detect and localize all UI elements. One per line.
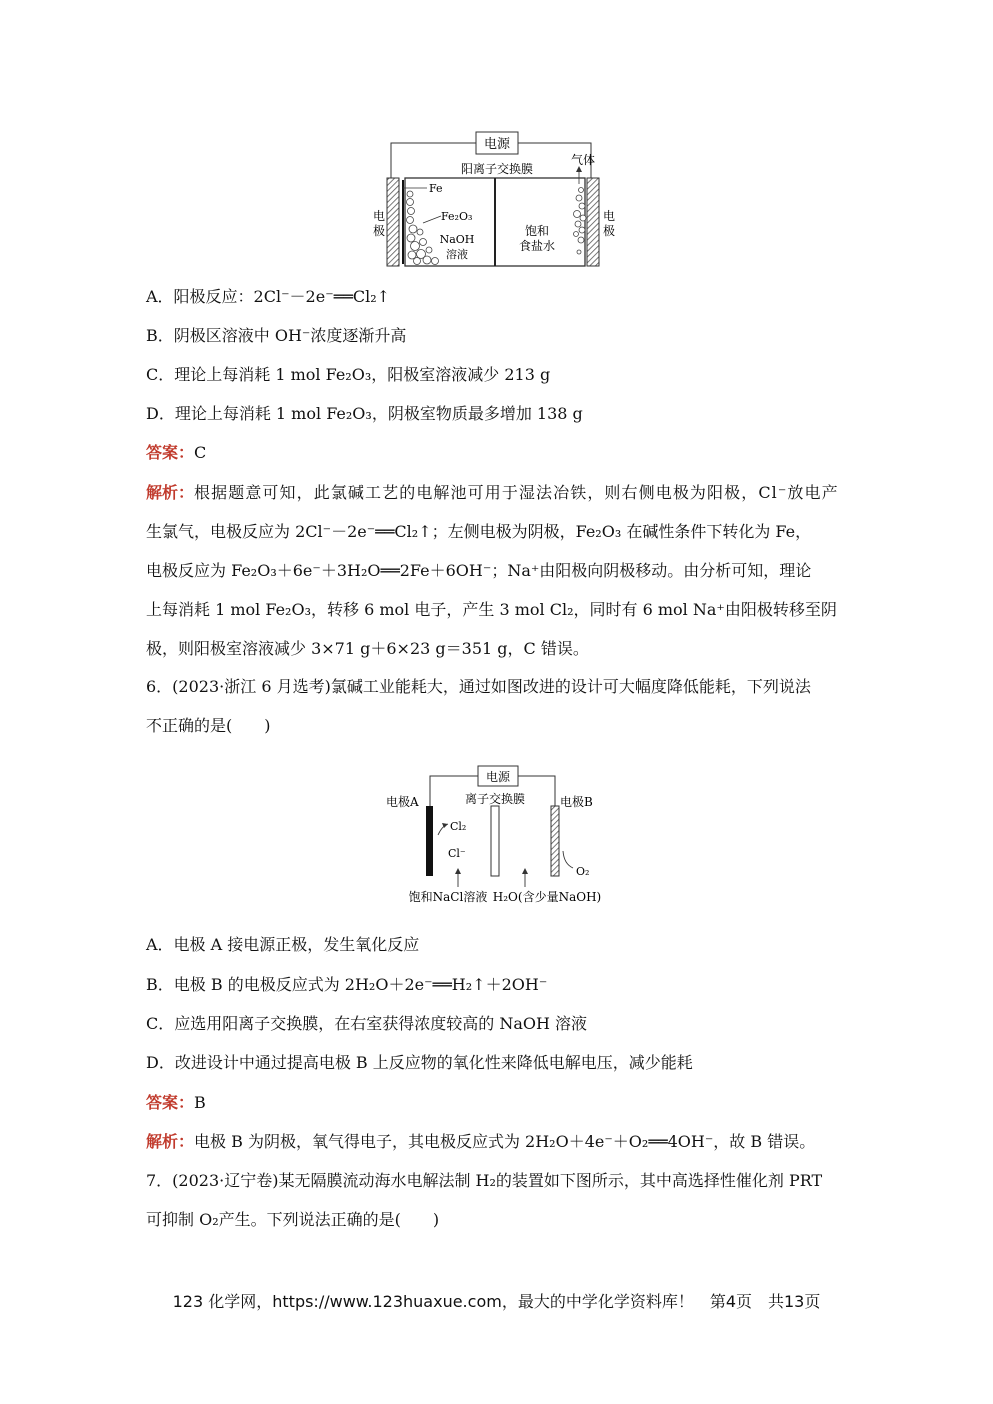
q5-answer-value: C	[194, 443, 207, 462]
fe2o3-label: Fe₂O₃	[441, 210, 473, 223]
brine-label-2: 食盐水	[518, 239, 556, 253]
q6-answer	[146, 1093, 206, 1113]
left-inflow-label: 饱和NaCl溶液	[408, 890, 488, 904]
electrode-b-label: 电极B	[560, 795, 593, 809]
electrode-b	[551, 806, 559, 876]
q5-option-d: D．理论上每消耗 1 mol Fe₂O₃，阴极室物质最多增加 138 g	[146, 404, 583, 423]
ion-membrane	[491, 806, 499, 876]
naoh-label: NaOH	[439, 233, 475, 246]
q6-option-a: A．电极 A 接电源正极，发生氧化反应	[146, 935, 420, 954]
q7-stem-2: 可抑制 O₂产生。下列说法正确的是( )	[146, 1210, 440, 1229]
right-inflow-label: H₂O(含少量NaOH)	[492, 890, 602, 904]
q5-option-c: C．理论上每消耗 1 mol Fe₂O₃，阳极室溶液减少 213 g	[146, 365, 551, 384]
naoh-label-2: 溶液	[446, 248, 468, 261]
q6-stem-1: 6．(2023·浙江 6 月选考)氯碱工业能耗大，通过如图改进的设计可大幅度降低能耗，下列说法	[146, 677, 811, 696]
figure-2-chloralkali-cell	[380, 760, 615, 910]
right-electrode-label-1: 电	[602, 209, 616, 223]
q5-explanation-2: 生氯气，电极反应为 2Cl⁻－2e⁻══Cl₂↑；左侧电极为阴极，Fe₂O₃ 在碱性条件下转化为 Fe，	[146, 522, 812, 541]
q5-explanation-4: 上每消耗 1 mol Fe₂O₃，转移 6 mol 电子，产生 3 mol Cl₂，同时有 6 mol Na⁺由阳极转移至阴	[146, 600, 837, 619]
q5-explanation-1	[146, 483, 839, 503]
electrode-a-label: 电极A	[386, 795, 419, 809]
q5-exp-label: 解析：	[146, 483, 195, 502]
q6-option-c: C．应选用阳离子交换膜，在右室获得浓度较高的 NaOH 溶液	[146, 1014, 588, 1033]
q5-explanation-5: 极，则阳极室溶液减少 3×71 g＋6×23 g＝351 g，C 错误。	[146, 639, 589, 658]
q7-stem-1: 7．(2023·辽宁卷)某无隔膜流动海水电解法制 H₂的装置如下图所示，其中高选择性催化剂 PRT	[146, 1171, 823, 1190]
cl-ion-label: Cl⁻	[448, 847, 466, 860]
q6-answer-value: B	[194, 1093, 206, 1112]
q6-option-b: B．电极 B 的电极反应式为 2H₂O＋2e⁻══H₂↑＋2OH⁻	[146, 975, 548, 994]
left-electrode	[387, 178, 399, 266]
q6-option-d: D．改进设计中通过提高电极 B 上反应物的氧化性来降低电解电压，减少能耗	[146, 1053, 693, 1072]
q6-exp-text-1: 电极 B 为阴极，氧气得电子，其电极反应式为 2H₂O＋4e⁻＋O₂══4OH⁻，故 B 错误。	[194, 1132, 816, 1151]
q6-explanation-1	[146, 1132, 815, 1152]
right-electrode	[587, 178, 599, 266]
q6-answer-label: 答案：	[146, 1093, 195, 1112]
figure-1-electrolysis-cell	[365, 128, 630, 273]
q5-option-b: B．阴极区溶液中 OH⁻浓度逐渐升高	[146, 326, 407, 345]
page-footer: 123 化学网，https://www.123huaxue.com，最大的中学化学资料库！ 第4页 共13页	[172, 1292, 821, 1311]
q6-exp-label: 解析：	[146, 1132, 195, 1151]
q5-option-a: A．阳极反应：2Cl⁻－2e⁻══Cl₂↑	[146, 287, 391, 306]
q5-explanation-3: 电极反应为 Fe₂O₃＋6e⁻＋3H₂O══2Fe＋6OH⁻；Na⁺由阳极向阴极移动。由分析可知，理论	[146, 561, 812, 580]
q5-exp-text-1: 根据题意可知，此氯碱工艺的电解池可用于湿法冶铁，则右侧电极为阳极，Cl⁻放电产	[194, 483, 839, 502]
right-electrode-label-2: 极	[602, 224, 616, 238]
fe-label: Fe	[429, 182, 443, 195]
q5-answer	[146, 443, 206, 463]
left-electrode-label-2: 极	[372, 224, 386, 238]
membrane-label-2: 离子交换膜	[464, 792, 526, 806]
power-label-2: 电源	[485, 770, 511, 784]
left-electrode-label-1: 电	[372, 209, 386, 223]
brine-label-1: 饱和	[524, 224, 550, 238]
electrode-a	[426, 806, 433, 876]
q6-stem-2: 不正确的是( )	[146, 716, 271, 735]
membrane-label: 阳离子交换膜	[460, 162, 534, 176]
power-label: 电源	[483, 137, 511, 152]
o2-label: O₂	[576, 865, 590, 878]
gas-label: 气体	[570, 153, 596, 167]
q5-answer-label: 答案：	[146, 443, 195, 462]
cl2-label: Cl₂	[450, 820, 467, 833]
